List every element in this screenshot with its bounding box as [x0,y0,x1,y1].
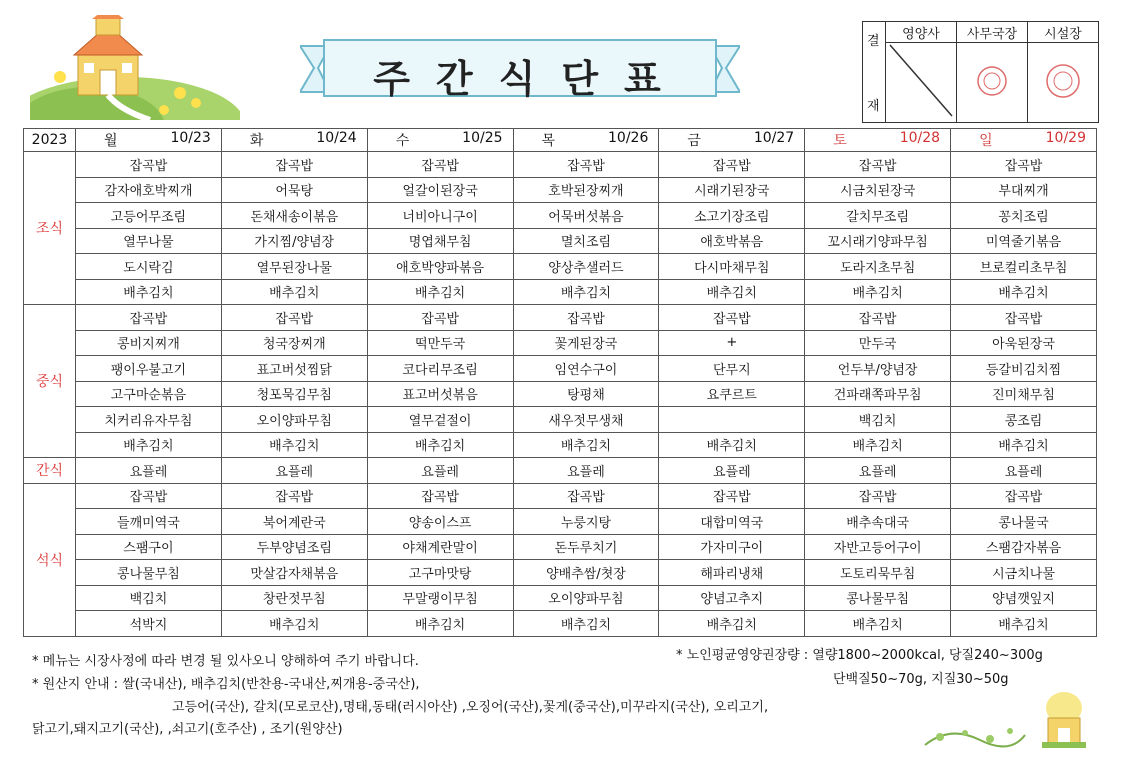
menu-row [24,458,1097,484]
menu-item: 콩나물무침 [805,585,951,611]
menu-item: 요플레 [221,458,367,484]
menu-row [24,560,1097,586]
menu-row [24,407,1097,433]
year-cell: 2023 [24,129,76,152]
page-title: 주간식단표 [373,56,687,101]
menu-item: 배추김치 [221,432,367,458]
menu-item: 배추김치 [76,432,222,458]
menu-item: 애호박양파볶음 [367,254,513,280]
menu-item: 만두국 [805,330,951,356]
menu-item: 백김치 [76,585,222,611]
menu-item: 너비아니구이 [367,203,513,229]
menu-item: 진미채무침 [951,381,1097,407]
stamp-icon [1043,61,1083,101]
menu-item: 맛살감자채볶음 [221,560,367,586]
approval-side-bottom: 재 [867,99,880,114]
menu-item: 표고버섯볶음 [367,381,513,407]
menu-notice: * 메뉴는 시장사정에 따라 변경 될 있사오니 양해하여 주기 바랍니다. [32,654,419,669]
menu-item: 명엽채무침 [367,228,513,254]
approval-box [862,21,1099,123]
menu-item: 건파래쪽파무침 [805,381,951,407]
menu-item: 배추김치 [513,432,659,458]
stamp-icon [972,61,1012,101]
approval-role-nutritionist: 영양사 [886,22,957,43]
menu-item: 배추김치 [805,279,951,305]
menu-item: 배추김치 [76,279,222,305]
menu-item: 잡곡밥 [367,305,513,331]
menu-item: 코다리무조림 [367,356,513,382]
menu-item: 다시마채무침 [659,254,805,280]
menu-item: 배추김치 [951,432,1097,458]
menu-item: 오이양파무침 [513,585,659,611]
menu-item: 요쿠르트 [659,381,805,407]
menu-item: 잡곡밥 [951,152,1097,178]
approval-role-director: 시설장 [1028,22,1099,43]
menu-item: 오이양파무침 [221,407,367,433]
menu-item: 요플레 [951,458,1097,484]
day-header-6 [805,129,951,152]
weekly-menu-table [23,128,1097,637]
approval-side [863,22,886,123]
menu-row [24,585,1097,611]
menu-item: 양념깻잎지 [951,585,1097,611]
menu-item: 백김치 [805,407,951,433]
meal-label: 중식 [24,305,76,458]
menu-item: 잡곡밥 [221,305,367,331]
day-date: 10/25 [462,130,503,146]
menu-item: 무말랭이무침 [367,585,513,611]
day-header-5 [659,129,805,152]
menu-row [24,305,1097,331]
origin-line-2: 고등어(국산), 갈치(모로코산),명태,동태(러시아산) ,오징어(국산),꽃게(중국산),미꾸라지(국산), 오리고기, [172,700,769,715]
menu-item: 콩조림 [951,407,1097,433]
menu-item: 고구마맛탕 [367,560,513,586]
menu-item: 배추김치 [367,611,513,637]
menu-item: 배추김치 [659,432,805,458]
menu-item: 스팸구이 [76,534,222,560]
menu-item: 배추속대국 [805,509,951,535]
day-name: 금 [687,133,701,149]
menu-item: 탕평채 [513,381,659,407]
day-date: 10/27 [753,130,795,146]
menu-item: 잡곡밥 [76,152,222,178]
menu-item: 콩비지찌개 [76,330,222,356]
menu-item: 열무된장나물 [221,254,367,280]
menu-row [24,534,1097,560]
approval-sign-nutritionist [886,43,957,123]
menu-item: 돈두루치기 [513,534,659,560]
menu-row [24,356,1097,382]
menu-item: 부대찌개 [951,177,1097,203]
menu-item: 열무겉절이 [367,407,513,433]
menu-item: 꼬시래기양파무침 [805,228,951,254]
origin-line-1: * 원산지 안내 : 쌀(국내산), 배추김치(반찬용-국내산,찌개용-중국산), [32,677,420,692]
day-header-4 [513,129,659,152]
menu-item: 잡곡밥 [805,152,951,178]
meal-label: 석식 [24,483,76,636]
meal-label: 조식 [24,152,76,305]
approval-sign-director [1028,43,1099,123]
day-header-7 [951,129,1097,152]
menu-item: 가지찜/양념장 [221,228,367,254]
menu-item: 배추김치 [659,611,805,637]
menu-item: 꽃게된장국 [513,330,659,356]
approval-sign-manager [957,43,1028,123]
menu-item: 야채계란말이 [367,534,513,560]
menu-item: 스팸감자볶음 [951,534,1097,560]
menu-item: 요플레 [659,458,805,484]
day-header-row [24,129,1097,152]
menu-item: + [659,330,805,356]
day-date: 10/23 [170,130,211,146]
menu-item: 시금치나물 [951,560,1097,586]
menu-item: 꽁치조림 [951,203,1097,229]
menu-item: 자반고등어구이 [805,534,951,560]
menu-item: 누룽지탕 [513,509,659,535]
menu-item: 멸치조림 [513,228,659,254]
menu-item: 잡곡밥 [513,152,659,178]
day-name: 목 [541,133,556,149]
menu-item: 열무나물 [76,228,222,254]
menu-item: 잡곡밥 [951,483,1097,509]
menu-row [24,611,1097,637]
menu-item: 창란젓무침 [221,585,367,611]
day-date: 10/26 [608,130,649,146]
menu-item: 콩나물국 [951,509,1097,535]
menu-item: 도라지초무침 [805,254,951,280]
day-name: 수 [395,133,410,149]
menu-item: 잡곡밥 [659,305,805,331]
day-date: 10/29 [1045,130,1086,146]
diagonal-line-icon [886,43,956,118]
menu-item: 브로컬리초무침 [951,254,1097,280]
day-date: 10/28 [899,130,941,146]
menu-item: 해파리냉채 [659,560,805,586]
small-house-icon [1040,690,1088,750]
day-name: 화 [249,133,264,149]
menu-item: 배추김치 [221,611,367,637]
menu-item: 청국장찌개 [221,330,367,356]
day-header-1 [76,129,222,152]
menu-item: 표고버섯찜닭 [221,356,367,382]
menu-item: 팽이우불고기 [76,356,222,382]
origin-line-3: 닭고기,돼지고기(국산), ,쇠고기(호주산) , 조기(원양산) [32,722,343,737]
menu-item: 임연수구이 [513,356,659,382]
menu-row [24,509,1097,535]
meal-label: 간식 [24,458,76,484]
menu-item: 석박지 [76,611,222,637]
menu-row [24,152,1097,178]
day-date: 10/24 [316,130,357,146]
menu-item: 소고기장조림 [659,203,805,229]
menu-item: 배추김치 [367,432,513,458]
nutrition-line-1: * 노인평균영양권장량 : 열량1800~2000kcal, 당질240~300g [676,648,1043,663]
menu-item: 언두부/양념장 [805,356,951,382]
menu-item: 시금치된장국 [805,177,951,203]
menu-item: 요플레 [76,458,222,484]
menu-item: 갈치무조림 [805,203,951,229]
menu-row [24,330,1097,356]
menu-item: 배추김치 [805,432,951,458]
menu-item: 새우젓무생채 [513,407,659,433]
menu-row [24,381,1097,407]
menu-row [24,177,1097,203]
menu-row [24,254,1097,280]
menu-row [24,432,1097,458]
menu-item: 양송이스프 [367,509,513,535]
menu-item: 두부양념조림 [221,534,367,560]
day-name: 일 [979,133,993,149]
menu-row [24,279,1097,305]
menu-row [24,483,1097,509]
menu-item: 배추김치 [513,611,659,637]
menu-item: 호박된장찌개 [513,177,659,203]
menu-item: 잡곡밥 [367,152,513,178]
menu-item: 잡곡밥 [659,152,805,178]
approval-side-top: 결 [867,34,880,49]
menu-item: 고등어무조림 [76,203,222,229]
menu-row [24,228,1097,254]
menu-item: 배추김치 [951,611,1097,637]
menu-item: 들깨미역국 [76,509,222,535]
menu-item: 배추김치 [805,611,951,637]
menu-item: 배추김치 [951,279,1097,305]
menu-item: 청포묵김무침 [221,381,367,407]
day-name: 토 [833,133,847,149]
menu-item [659,407,805,433]
house-illustration [30,15,240,120]
menu-item: 시래기된장국 [659,177,805,203]
menu-item: 배추김치 [659,279,805,305]
day-name: 월 [104,133,118,149]
menu-item: 가자미구이 [659,534,805,560]
menu-item: 잡곡밥 [951,305,1097,331]
day-header-2 [221,129,367,152]
menu-item: 단무지 [659,356,805,382]
menu-item: 아욱된장국 [951,330,1097,356]
menu-item: 요플레 [367,458,513,484]
menu-item: 애호박볶음 [659,228,805,254]
menu-item: 미역줄기볶음 [951,228,1097,254]
menu-item: 어묵버섯볶음 [513,203,659,229]
menu-item: 잡곡밥 [367,483,513,509]
plant-decoration-icon [920,715,1030,750]
menu-item: 떡만두국 [367,330,513,356]
menu-item: 콩나물무침 [76,560,222,586]
menu-item: 대합미역국 [659,509,805,535]
menu-item: 잡곡밥 [513,483,659,509]
menu-item: 도시락김 [76,254,222,280]
menu-item: 배추김치 [221,279,367,305]
menu-item: 잡곡밥 [221,483,367,509]
day-header-3 [367,129,513,152]
menu-item: 치커리유자무침 [76,407,222,433]
menu-item: 요플레 [513,458,659,484]
approval-role-manager: 사무국장 [957,22,1028,43]
menu-item: 배추김치 [513,279,659,305]
menu-item: 잡곡밥 [805,305,951,331]
menu-item: 잡곡밥 [513,305,659,331]
menu-item: 얼갈이된장국 [367,177,513,203]
menu-item: 양상추샐러드 [513,254,659,280]
menu-item: 양념고추지 [659,585,805,611]
menu-item: 북어계란국 [221,509,367,535]
menu-item: 잡곡밥 [221,152,367,178]
menu-item: 배추김치 [367,279,513,305]
menu-item: 잡곡밥 [76,305,222,331]
menu-item: 양배추쌈/쳣장 [513,560,659,586]
menu-item: 고구마순볶음 [76,381,222,407]
menu-item: 등갈비김치찜 [951,356,1097,382]
menu-row [24,203,1097,229]
menu-item: 잡곡밥 [76,483,222,509]
menu-item: 잡곡밥 [805,483,951,509]
menu-item: 요플레 [805,458,951,484]
menu-item: 돈채새송이볶음 [221,203,367,229]
nutrition-line-2: 단백질50~70g, 지질30~50g [833,672,1009,687]
menu-item: 감자애호박찌개 [76,177,222,203]
menu-item: 잡곡밥 [659,483,805,509]
menu-item: 어묵탕 [221,177,367,203]
menu-item: 도토리묵무침 [805,560,951,586]
